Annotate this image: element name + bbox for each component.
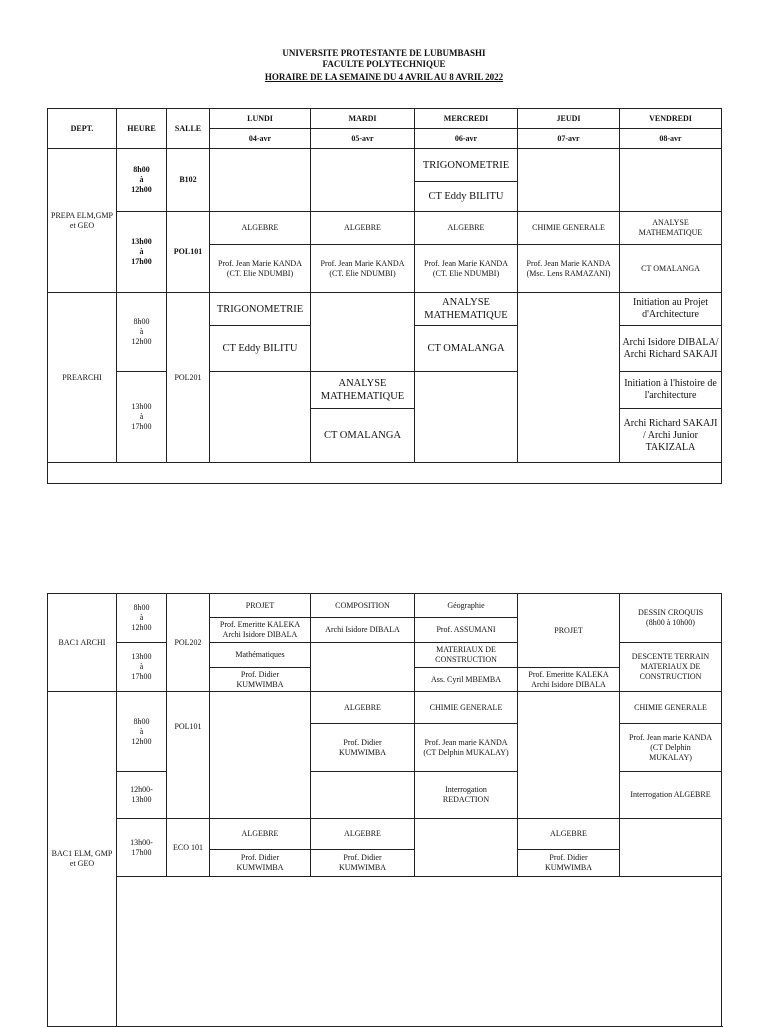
teacher-name: Prof. Didier	[343, 737, 382, 747]
date-jeudi: 07-avr	[518, 129, 620, 149]
empty-cell	[620, 819, 722, 877]
course-cell: ALGEBRE	[311, 819, 415, 850]
course-cell: Géographie	[415, 594, 518, 618]
teacher-cell	[311, 724, 415, 772]
course-cell: COMPOSITION	[311, 594, 415, 618]
teacher-name: Archi Isidore DIBALA	[222, 630, 298, 639]
course-cell: Mathématiques	[210, 643, 311, 668]
time-end: 12h00	[131, 623, 152, 632]
teacher-cell	[210, 668, 311, 692]
teacher-name: Archi Isidore DIBALA	[531, 679, 606, 689]
teacher-cell: CT Eddy BILITU	[415, 182, 518, 212]
teacher-cell	[311, 850, 415, 877]
course-cell: CHIMIE GENERALE	[620, 692, 722, 724]
day-lundi: LUNDI	[210, 109, 311, 129]
empty-cell	[620, 149, 722, 212]
schedule-title	[0, 72, 768, 83]
room-b102: B102	[167, 149, 210, 212]
time-end: 17h00	[131, 672, 152, 681]
course-cell: TRIGONOMETRIE	[415, 149, 518, 182]
empty-cell	[415, 819, 518, 877]
course-cell: ANALYSE MATHEMATIQUE	[620, 212, 722, 245]
time-start: 8h00	[133, 716, 150, 726]
day-mardi: MARDI	[311, 109, 415, 129]
teacher-cell: CT OMALANGA	[415, 326, 518, 372]
course-cell: ANALYSE MATHEMATIQUE	[415, 293, 518, 326]
course-cell: Initiation au Projet d'Architecture	[620, 293, 722, 326]
time-sep: à	[139, 412, 144, 421]
course-cell: CHIMIE GENERALE	[518, 212, 620, 245]
time-end: 13h00	[131, 795, 152, 804]
course-cell: TRIGONOMETRIE	[210, 293, 311, 326]
col-header-heure: HEURE	[117, 109, 167, 149]
teacher-name: Prof. Jean Marie KANDA	[526, 258, 611, 268]
teacher-name: Prof. Jean marie KANDA	[424, 737, 508, 747]
teacher-cell	[518, 668, 620, 692]
time-start: 8h00	[133, 603, 150, 612]
assistant-name: (CT. Elie NDUMBI)	[226, 268, 294, 278]
teacher-cell: Archi Richard SAKAJI / Archi Junior TAKIZALA	[620, 409, 722, 463]
time-slot-afternoon	[117, 372, 167, 463]
teacher-name: Prof. Didier	[240, 853, 280, 862]
teacher-name: KUMWIMBA	[236, 679, 284, 689]
teacher-cell: Ass. Cyril MBEMBA	[415, 668, 518, 692]
assistant-name: (CT. Elie NDUMBI)	[432, 268, 500, 278]
time-slot-morning	[117, 293, 167, 372]
date-vendredi: 08-avr	[620, 129, 722, 149]
col-header-salle: SALLE	[167, 109, 210, 149]
teacher-name: Prof. Didier	[549, 853, 588, 862]
room-pol201: POL201	[167, 293, 210, 463]
day-jeudi: JEUDI	[518, 109, 620, 129]
teacher-cell	[415, 245, 518, 293]
empty-cell	[518, 149, 620, 212]
time-start: 13h00	[131, 402, 152, 411]
teacher-name: Prof. Emeritte KALEKA	[219, 620, 301, 629]
empty-cell	[311, 772, 415, 819]
teacher-name: KUMWIMBA	[338, 747, 387, 757]
schedule-table-1	[47, 108, 722, 484]
day-mercredi: MERCREDI	[415, 109, 518, 129]
assistant-name: (CT Delphin	[650, 742, 691, 752]
teacher-name: Prof. Didier	[240, 669, 280, 679]
date-mercredi: 06-avr	[415, 129, 518, 149]
teacher-name: KUMWIMBA	[236, 863, 284, 872]
course-cell: ALGEBRE	[210, 212, 311, 245]
assistant-name: (CT Delphin MUKALAY)	[423, 747, 509, 757]
course-cell: Interrogation ALGEBRE	[620, 772, 722, 819]
course-name: REDACTION	[442, 795, 490, 804]
course-cell	[620, 594, 722, 643]
teacher-cell	[210, 850, 311, 877]
time-end: 17h00	[131, 422, 152, 431]
time-start: 12h00-	[130, 785, 153, 794]
course-cell	[415, 772, 518, 819]
course-name: Interrogation	[445, 785, 487, 794]
day-vendredi: VENDREDI	[620, 109, 722, 129]
time-sep: à	[139, 175, 144, 184]
course-cell: ALGEBRE	[415, 212, 518, 245]
teacher-cell	[210, 618, 311, 643]
time-start: 8h00	[133, 317, 150, 326]
empty-cell	[518, 692, 620, 819]
teacher-name: Prof. Jean Marie KANDA	[320, 258, 405, 268]
course-cell: DESCENTE TERRAIN MATERIAUX DE CONSTRUCTION	[620, 643, 722, 692]
teacher-name: Prof. Jean Marie KANDA	[424, 258, 508, 268]
teacher-cell	[518, 850, 620, 877]
teacher-name: Prof. Jean marie KANDA	[628, 732, 713, 742]
teacher-cell	[210, 245, 311, 293]
dept-bac1-elm: BAC1 ELM, GMP et GEO	[48, 692, 117, 1027]
time-slot-afternoon	[117, 819, 167, 877]
teacher-cell: Archi Isidore DIBALA	[311, 618, 415, 643]
time-slot-morning	[117, 594, 167, 643]
time-end: 17h00	[131, 847, 152, 857]
dept-prearchi: PREARCHI	[48, 293, 117, 463]
time-end: 12h00	[131, 337, 152, 346]
time-slot-afternoon	[117, 643, 167, 692]
empty-cell	[311, 293, 415, 372]
assistant-name: (Msc. Lens RAMAZANI)	[526, 268, 611, 278]
course-cell: PROJET	[518, 594, 620, 668]
dept-prepa: PREPA ELM,GMP et GEO	[48, 149, 117, 293]
time-slot-afternoon	[117, 212, 167, 293]
time-start: 13h00	[131, 237, 152, 246]
teacher-cell: CT OMALANGA	[311, 409, 415, 463]
teacher-name: Prof. Jean Marie KANDA	[218, 258, 302, 268]
table-footer-area	[117, 877, 722, 1027]
empty-cell	[210, 372, 311, 463]
teacher-cell	[415, 724, 518, 772]
room-pol101: POL101	[167, 212, 210, 293]
teacher-name: KUMWIMBA	[338, 863, 387, 872]
course-cell: Initiation à l'histoire de l'architecture	[620, 372, 722, 409]
empty-cell	[518, 293, 620, 463]
schedule-title-text: HORAIRE DE LA SEMAINE DU 4 AVRIL AU 8 AVRIL 2022	[264, 72, 504, 82]
time-slot-morning	[117, 692, 167, 772]
room-pol202: POL202	[167, 594, 210, 692]
course-cell: CHIMIE GENERALE	[415, 692, 518, 724]
teacher-cell: Archi Isidore DIBALA/ Archi Richard SAKAJI	[620, 326, 722, 372]
teacher-name: Prof. Didier	[343, 853, 382, 862]
empty-cell	[311, 643, 415, 692]
time-sep: à	[139, 327, 144, 336]
empty-cell	[311, 149, 415, 212]
schedule-table-2	[47, 593, 722, 1027]
time-sep: à	[139, 613, 144, 622]
date-lundi: 04-avr	[210, 129, 311, 149]
course-name: DESSIN CROQUIS	[637, 608, 704, 617]
room-pol101: POL101	[167, 692, 210, 819]
course-hours: (8h00 à 10h00)	[646, 618, 695, 627]
time-start: 8h00	[133, 165, 150, 174]
time-end: 12h00	[131, 736, 152, 746]
course-cell: PROJET	[210, 594, 311, 618]
university-name: UNIVERSITE PROTESTANTE DE LUBUMBASHI	[282, 48, 486, 58]
course-cell: ALGEBRE	[210, 819, 311, 850]
teacher-cell: CT OMALANGA	[620, 245, 722, 293]
course-cell: ANALYSE MATHEMATIQUE	[311, 372, 415, 409]
time-end: 17h00	[131, 257, 152, 266]
teacher-name: Prof. Emeritte KALEKA	[528, 669, 609, 679]
teacher-cell: CT Eddy BILITU	[210, 326, 311, 372]
faculty-name: FACULTE POLYTECHNIQUE	[322, 59, 446, 69]
course-cell: ALGEBRE	[518, 819, 620, 850]
teacher-cell	[518, 245, 620, 293]
teacher-cell	[311, 245, 415, 293]
assistant-name: MUKALAY)	[649, 752, 692, 762]
course-cell: ALGEBRE	[311, 692, 415, 724]
empty-cell	[415, 372, 518, 463]
empty-cell	[210, 149, 311, 212]
table-footer-row	[48, 463, 722, 484]
time-slot-morning	[117, 149, 167, 212]
room-eco101: ECO 101	[167, 819, 210, 877]
time-slot-midday	[117, 772, 167, 819]
course-cell: MATERIAUX DE CONSTRUCTION	[415, 643, 518, 668]
teacher-name: KUMWIMBA	[544, 863, 593, 872]
time-sep: à	[139, 247, 144, 256]
col-header-dept: DEPT.	[48, 109, 117, 149]
assistant-name: (CT. Elie NDUMBI)	[329, 268, 396, 278]
course-cell: ALGEBRE	[311, 212, 415, 245]
time-start: 13h00-	[130, 837, 153, 847]
time-sep: à	[139, 662, 144, 671]
teacher-cell	[620, 724, 722, 772]
date-mardi: 05-avr	[311, 129, 415, 149]
teacher-cell: Prof. ASSUMANI	[415, 618, 518, 643]
time-end: 12h00	[131, 185, 152, 194]
time-start: 13h00	[131, 652, 152, 661]
empty-cell	[210, 692, 311, 819]
dept-bac1-archi: BAC1 ARCHI	[48, 594, 117, 692]
time-sep: à	[139, 726, 144, 736]
